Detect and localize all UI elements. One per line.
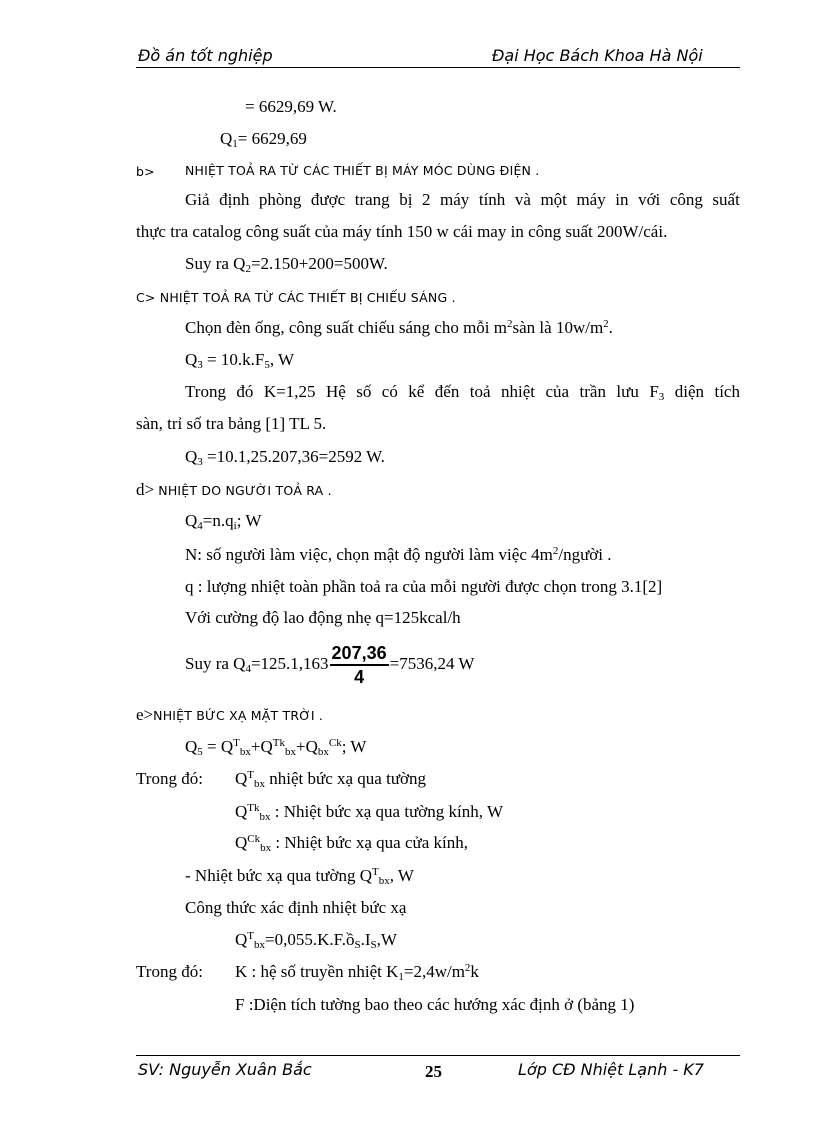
header-right: Đại Học Bách Khoa Hà Nội <box>492 46 703 65</box>
equation-line: $Q_3 = 10.k.F_5$, W <box>185 350 295 371</box>
section-d-heading: d> NHIỆT DO NGƯỜI TOẢ RA . <box>136 480 332 499</box>
definition-line: $Q^{Ck}_{bx}$ : Nhiệt bức xạ qua cửa kính, <box>235 833 468 854</box>
definition-line: $Q^T_{bx}$ nhiệt bức xạ qua tường <box>235 769 427 790</box>
paragraph-line: Giả định phòng được trang bị 2 máy tính và một máy in với công suất <box>185 190 740 209</box>
paragraph-line: - Nhiệt bức xạ qua tường $Q^T_{bx}$, W <box>185 866 414 887</box>
section-b-heading: b> NHIỆT TOẢ RA TỪ CÁC THIẾT BỊ MÁY MÓC DÙNG ĐIỆN . <box>136 163 540 179</box>
label-trong-do: Trong đó: <box>136 769 203 788</box>
equation-line: = 6629,69 W. <box>245 97 337 116</box>
fraction-denominator: 4 <box>354 667 365 688</box>
paragraph-line: N: số người làm việc, chọn mật độ người làm việc $4m^2$/người . <box>185 545 612 564</box>
equation-line: Suy ra $Q_4=125.1,163$ $\frac{207,36}{4}$ =7536,24 W <box>185 643 475 688</box>
header-left: Đồ án tốt nghiệp <box>138 46 273 65</box>
equation-line: $Q_5 = Q^T_{bx}+Q^{Tk}_{bx}+Q_{bx}^{Ck}$; W <box>185 737 367 758</box>
equation-line: Suy ra $Q_2=2.150+200=500W$. <box>185 254 388 275</box>
paragraph-line: Công thức xác định nhiệt bức xạ <box>185 898 407 917</box>
footer-right: Lớp CĐ Nhiệt Lạnh - K7 <box>518 1060 704 1079</box>
label-trong-do: Trong đó: <box>136 962 203 981</box>
equation-line: $Q^T_{bx}=0,055.K.F.ồ_S.I_S,W$ <box>235 930 397 951</box>
header-rule <box>136 67 740 68</box>
paragraph-line: sàn, trỉ số tra bảng [1] TL 5. <box>136 414 327 433</box>
section-e-heading: e>NHIỆT BỨC XẠ MẶT TRỜI . <box>136 705 324 724</box>
equation-line: $Q_3 =10.1,25.207,36=2592$ W. <box>185 447 385 468</box>
fraction-numerator: 207,36 <box>330 643 389 666</box>
section-c-heading: C> NHIỆT TOẢ RA TỪ CÁC THIẾT BỊ CHIẾU SÁNG . <box>136 290 456 305</box>
paragraph-line: Chọn đèn ống, công suất chiếu sáng cho mỗi $m^2sàn$ là $10w/m^2$. <box>185 318 613 337</box>
page-number: 25 <box>425 1062 442 1081</box>
equation-line: $Q_4=n.q_i$; W <box>185 511 262 532</box>
footer-left: SV: Nguyễn Xuân Bắc <box>138 1060 312 1079</box>
definition-line: F :Diện tích tường bao theo các hướng xác định ở (bảng 1) <box>235 995 635 1014</box>
paragraph-line: Trong đó K=1,25 Hệ số có kể đến toả nhiệt của trần lưu $F_3$ diện tích <box>185 382 740 403</box>
definition-line: $Q^{Tk}_{bx}$ : Nhiệt bức xạ qua tường kính, W <box>235 802 503 823</box>
footer-rule <box>136 1055 740 1056</box>
paragraph-line: thực tra catalog công suất của máy tính 150 w cái may in công suất 200W/cái. <box>136 222 668 241</box>
equation-line: $Q_1= 6629,69$ <box>220 129 307 150</box>
paragraph-line: Với cường độ lao động nhẹ q=125kcal/h <box>185 608 461 627</box>
definition-line: K : hệ số truyền nhiệt $K_1=2,4w/m^2k$ <box>235 962 479 983</box>
paragraph-line: q : lượng nhiệt toàn phần toả ra của mỗi người được chọn trong 3.1[2] <box>185 577 663 596</box>
fraction <box>330 643 389 687</box>
